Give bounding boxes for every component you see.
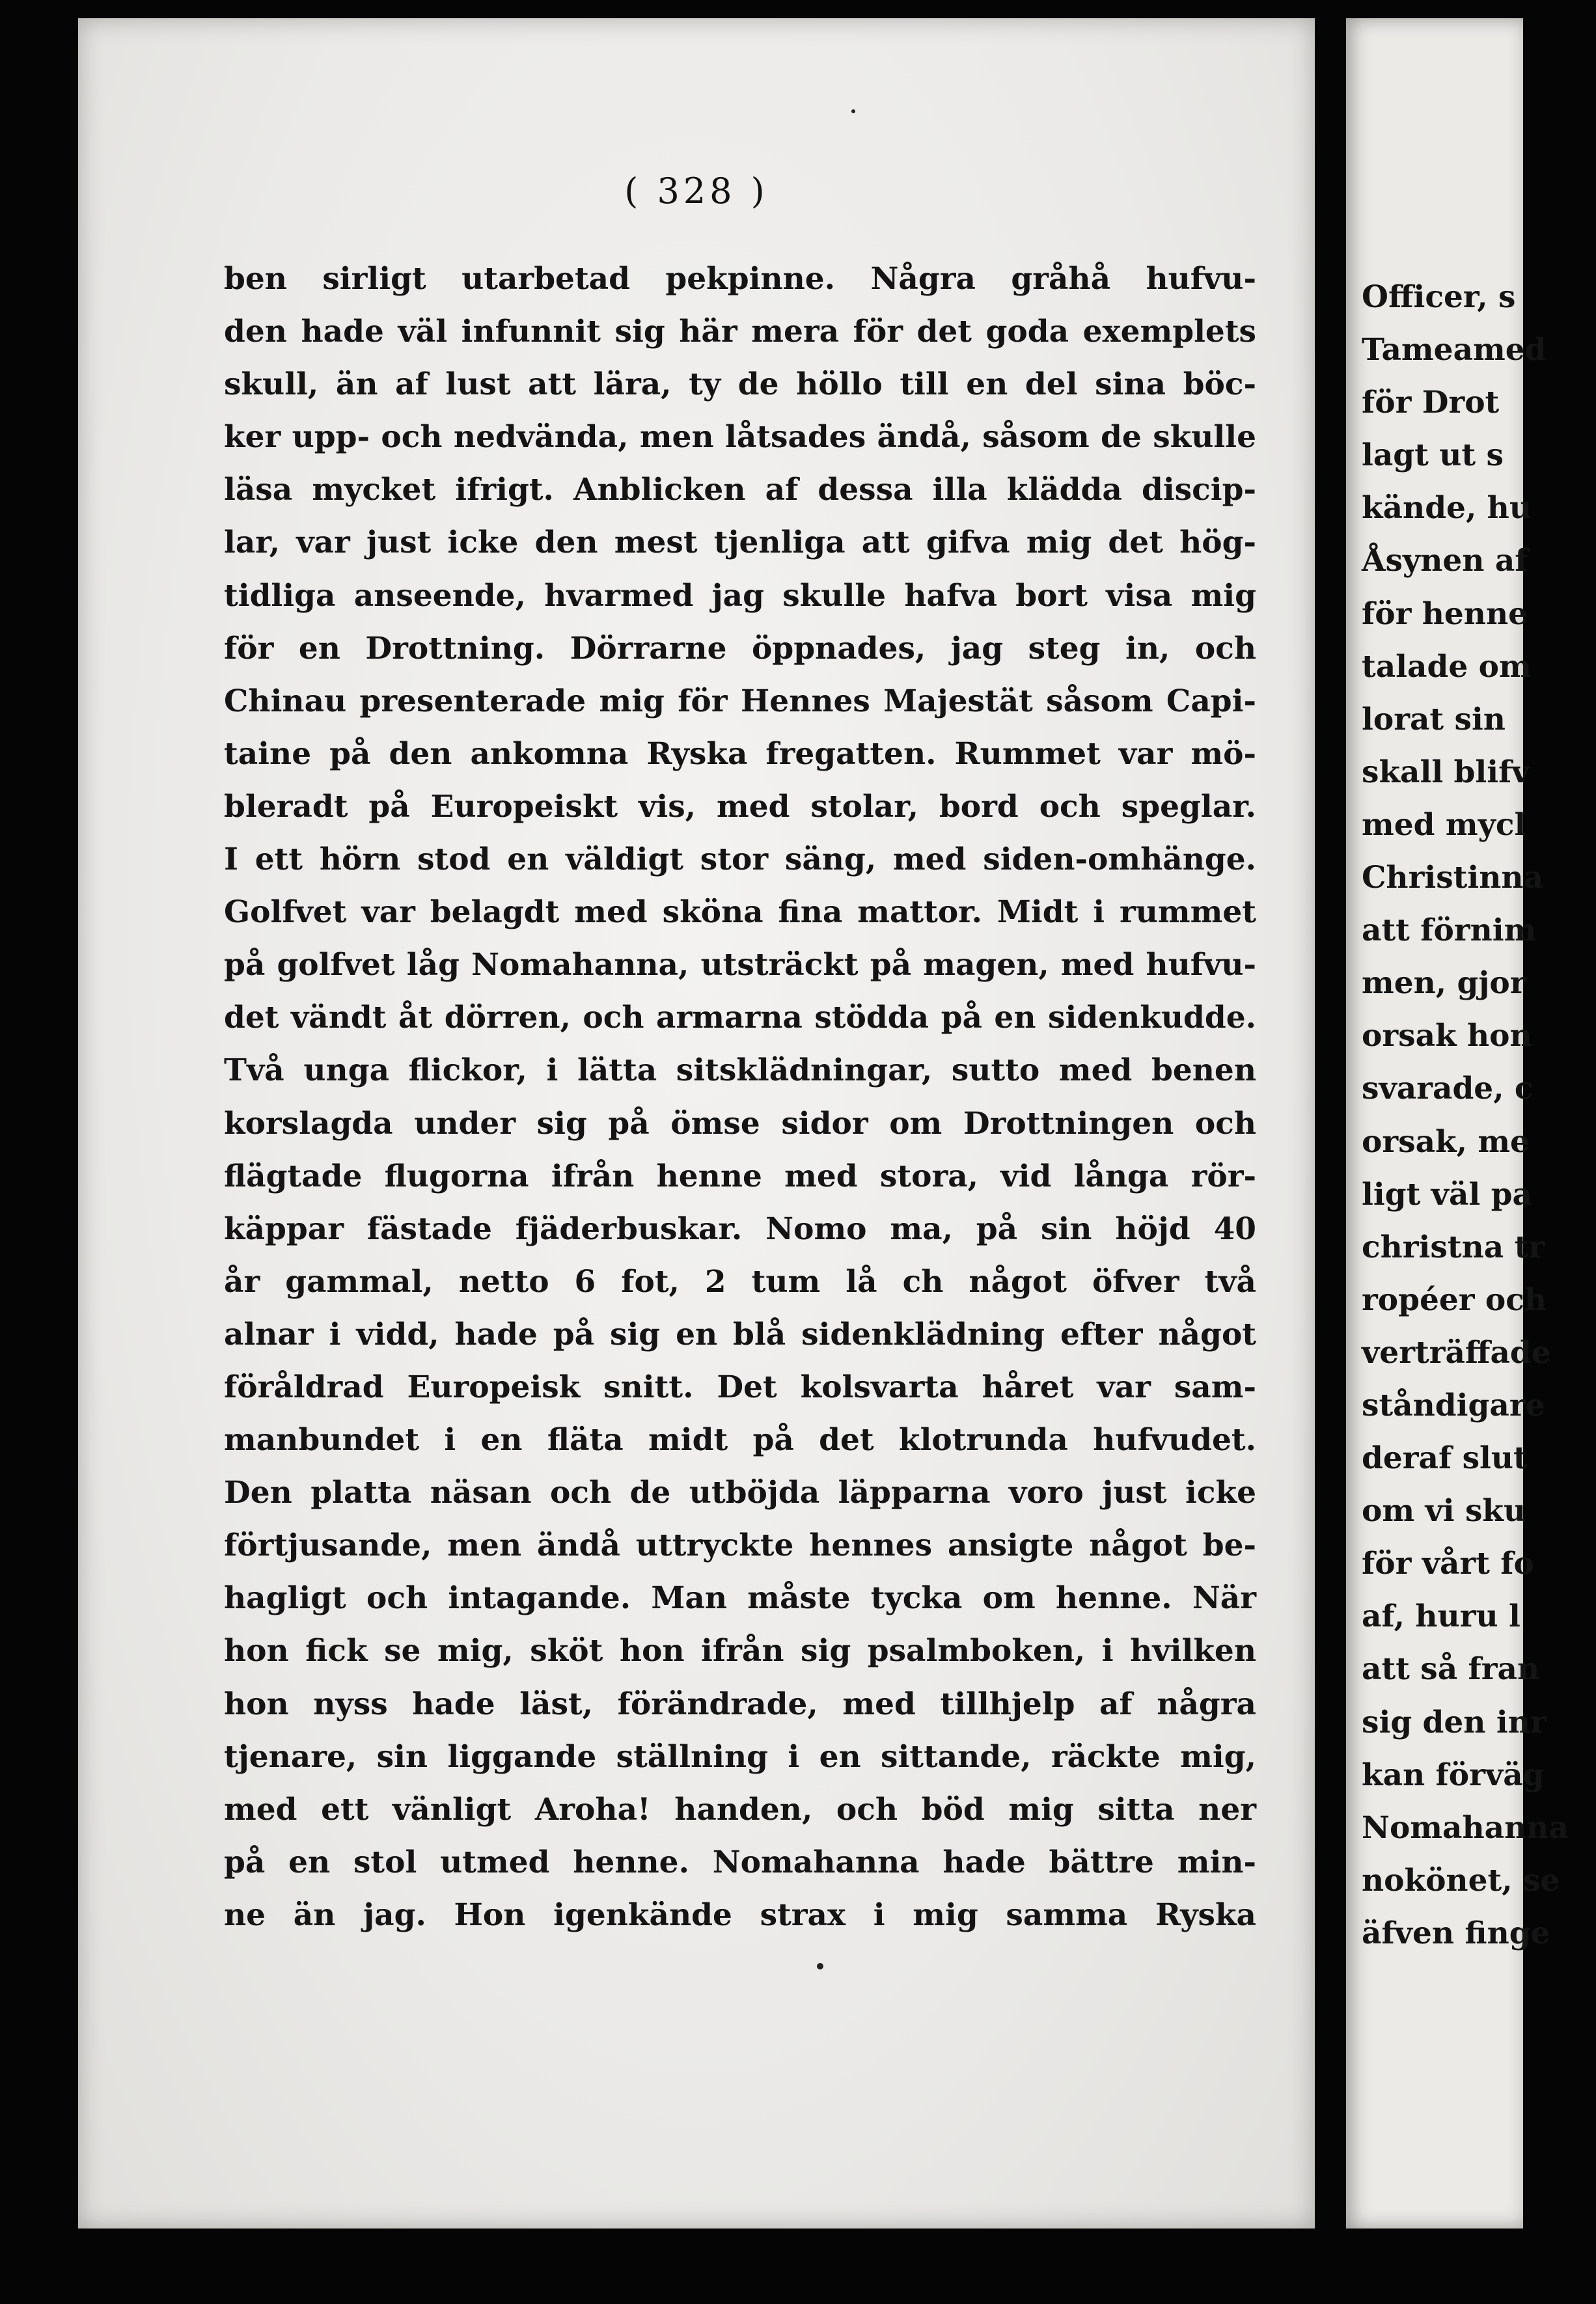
- text-line: Christinna: [1362, 860, 1544, 896]
- text-line: Åsynen af: [1362, 543, 1528, 579]
- text-line: ropéer och: [1362, 1282, 1547, 1318]
- text-line: Chinau presenterade mig för Hennes Majestät såsom Capi-: [224, 683, 1256, 719]
- text-line: om vi sku: [1362, 1493, 1526, 1529]
- text-line: alnar i vidd, hade på sig en blå sidenklädning efter något: [224, 1316, 1256, 1352]
- text-line: I ett hörn stod en väldigt stor säng, med siden-omhänge.: [224, 842, 1256, 878]
- text-line: Tameamed: [1362, 332, 1547, 368]
- text-line: orsak hon: [1362, 1018, 1532, 1054]
- text-line: med mycl: [1362, 806, 1526, 843]
- text-line: skall blifv: [1362, 754, 1530, 790]
- text-line: christna tr: [1362, 1229, 1545, 1265]
- text-line: manbundet i en fläta midt på det klotrunda hufvudet.: [224, 1422, 1256, 1459]
- text-line: att så fran: [1362, 1651, 1540, 1688]
- text-line: för henne: [1362, 596, 1528, 632]
- text-line: käppar fästade fjäderbuskar. Nomo ma, på sin höjd 40: [224, 1211, 1256, 1247]
- text-line: för en Drottning. Dörrarne öppnades, jag steg in, och: [224, 630, 1256, 666]
- text-line: korslagda under sig på ömse sidor om Drottningen och: [224, 1105, 1256, 1142]
- text-line: lar, var just icke den mest tjenliga att gifva mig det hög-: [224, 525, 1256, 561]
- text-line: äfven finge: [1362, 1915, 1550, 1951]
- text-line: den hade väl infunnit sig här mera för det goda exemplets: [224, 314, 1256, 350]
- text-line: lagt ut s: [1362, 437, 1504, 474]
- text-line: hon nyss hade läst, förändrade, med tillhjelp af några: [224, 1686, 1256, 1722]
- text-line: talade om: [1362, 648, 1532, 685]
- text-line: Nomahanna: [1362, 1809, 1569, 1846]
- text-line: taine på den ankomna Ryska fregatten. Rummet var mö-: [224, 735, 1256, 772]
- text-line: ker upp- och nedvända, men låtsades ändå, såsom de skulle: [224, 419, 1256, 456]
- left-page-text: [224, 253, 1256, 1941]
- text-line: verträffade: [1362, 1334, 1551, 1371]
- text-line: kände, hu: [1362, 490, 1532, 527]
- text-line: förtjusande, men ändå uttryckte hennes ansigte något be-: [224, 1528, 1256, 1564]
- text-line: år gammal, netto 6 fot, 2 tum lå ch något öfver två: [224, 1263, 1256, 1300]
- text-line: svarade, c: [1362, 1071, 1534, 1107]
- text-line: kan förväg: [1362, 1757, 1545, 1793]
- text-line: Den platta näsan och de utböjda läpparna voro just icke: [224, 1475, 1256, 1511]
- text-line: att förnim: [1362, 912, 1537, 949]
- text-line: tidliga anseende, hvarmed jag skulle hafva bort visa mig: [224, 577, 1256, 614]
- text-line: nokönet, se: [1362, 1862, 1560, 1899]
- text-line: med ett vänligt Aroha! handen, och böd mig sitta ner: [224, 1791, 1256, 1828]
- text-line: lorat sin: [1362, 701, 1506, 737]
- text-line: sig den inr: [1362, 1704, 1547, 1740]
- text-line: tjenare, sin liggande ställning i en sittande, räckte mig,: [224, 1738, 1256, 1775]
- text-line: för Drot: [1362, 385, 1500, 421]
- page-number: ( 328 ): [624, 171, 769, 212]
- text-line: det vändt åt dörren, och armarna stödda på en sidenkudde.: [224, 1000, 1256, 1036]
- ink-speck: [851, 109, 855, 113]
- text-line: ben sirligt utarbetad pekpinne. Några gråhå hufvu-: [224, 261, 1256, 297]
- text-line: ligt väl pa: [1362, 1176, 1532, 1213]
- text-line: för vårt fo: [1362, 1546, 1534, 1582]
- text-line: hagligt och intagande. Man måste tycka om henne. När: [224, 1580, 1256, 1617]
- right-page-text: [1362, 271, 1596, 1960]
- text-line: ståndigare: [1362, 1387, 1545, 1423]
- text-line: orsak, me: [1362, 1123, 1530, 1160]
- text-line: af, huru l: [1362, 1598, 1520, 1635]
- right-book-page: [1346, 18, 1569, 2229]
- ink-speck: [817, 1963, 823, 1969]
- text-line: läsa mycket ifrigt. Anblicken af dessa illa klädda discip-: [224, 472, 1256, 508]
- text-line: på en stol utmed henne. Nomahanna hade bättre min-: [224, 1844, 1256, 1880]
- text-line: men, gjor: [1362, 965, 1526, 1002]
- text-line: skull, än af lust att lära, ty de höllo till en del sina böc-: [224, 366, 1256, 403]
- text-line: flägtade flugorna ifrån henne med stora, vid långa rör-: [224, 1158, 1256, 1194]
- text-line: deraf slut: [1362, 1440, 1528, 1477]
- text-line: Golfvet var belagdt med sköna fina mattor. Midt i rummet: [224, 894, 1256, 931]
- text-line: ne än jag. Hon igenkände strax i mig samma Ryska: [224, 1897, 1256, 1933]
- text-line: bleradt på Europeiskt vis, med stolar, bord och speglar.: [224, 788, 1256, 825]
- text-line: på golfvet låg Nomahanna, utsträckt på magen, med hufvu-: [224, 947, 1256, 983]
- text-line: Officer, s: [1362, 279, 1516, 315]
- text-line: Två unga flickor, i lätta sitsklädningar, sutto med benen: [224, 1052, 1256, 1089]
- text-line: hon fick se mig, sköt hon ifrån sig psalmboken, i hvilken: [224, 1633, 1256, 1669]
- text-line: föråldrad Europeisk snitt. Det kolsvarta håret var sam-: [224, 1369, 1256, 1405]
